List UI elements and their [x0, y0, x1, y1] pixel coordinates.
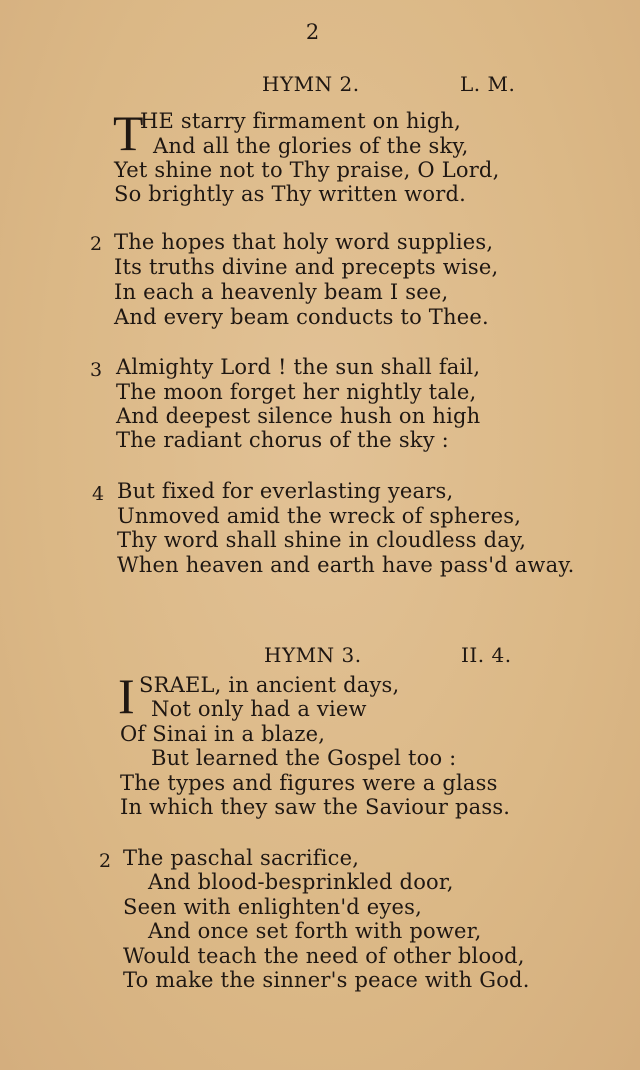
verse-number: 3 [90, 359, 103, 381]
verse-line: So brightly as Thy written word. [114, 182, 467, 206]
verse-line: The radiant chorus of the sky : [116, 428, 449, 452]
hymn-meter: L. M. [460, 72, 516, 96]
verse-line: Seen with enlighten'd eyes, [123, 895, 422, 919]
verse-line: To make the sinner's peace with God. [123, 968, 530, 992]
verse-line: But learned the Gospel too : [151, 746, 457, 770]
dropcap: I [118, 668, 135, 724]
verse-line: And once set forth with power, [148, 919, 482, 943]
verse-line: Its truths divine and precepts wise, [114, 255, 499, 279]
page-number: 2 [305, 20, 320, 44]
verse-line: And every beam conducts to Thee. [114, 305, 489, 329]
verse-line: Would teach the need of other blood, [123, 944, 525, 968]
verse-line: SRAEL, in ancient days, [139, 673, 400, 697]
hymn-meter: II. 4. [461, 643, 512, 667]
verse-line: Of Sinai in a blaze, [120, 722, 326, 746]
hymn-title: HYMN 3. [264, 643, 362, 667]
verse-number: 2 [90, 233, 103, 255]
verse-line: HE starry firmament on high, [140, 109, 461, 133]
verse-number: 4 [92, 483, 105, 505]
verse-line: Thy word shall shine in cloudless day, [117, 528, 527, 552]
verse-line: But fixed for everlasting years, [117, 479, 454, 503]
verse-line: And all the glories of the sky, [153, 134, 469, 158]
verse-number: 2 [99, 850, 112, 872]
verse-line: The hopes that holy word supplies, [114, 230, 494, 254]
verse-line: When heaven and earth have pass'd away. [117, 553, 575, 577]
hymn-title: HYMN 2. [262, 72, 360, 96]
verse-line: And deepest silence hush on high [116, 404, 481, 428]
verse-line: And blood-besprinkled door, [148, 870, 454, 894]
verse-line: The paschal sacrifice, [123, 846, 360, 870]
verse-line: Not only had a view [151, 697, 367, 721]
verse-line: In which they saw the Saviour pass. [120, 795, 511, 819]
dropcap: T [113, 105, 144, 161]
verse-line: In each a heavenly beam I see, [114, 280, 449, 304]
verse-line: The moon forget her nightly tale, [116, 380, 477, 404]
verse-line: Yet shine not to Thy praise, O Lord, [114, 158, 500, 182]
verse-line: Almighty Lord ! the sun shall fail, [116, 355, 481, 379]
verse-line: Unmoved amid the wreck of spheres, [117, 504, 522, 528]
verse-line: The types and figures were a glass [120, 771, 498, 795]
